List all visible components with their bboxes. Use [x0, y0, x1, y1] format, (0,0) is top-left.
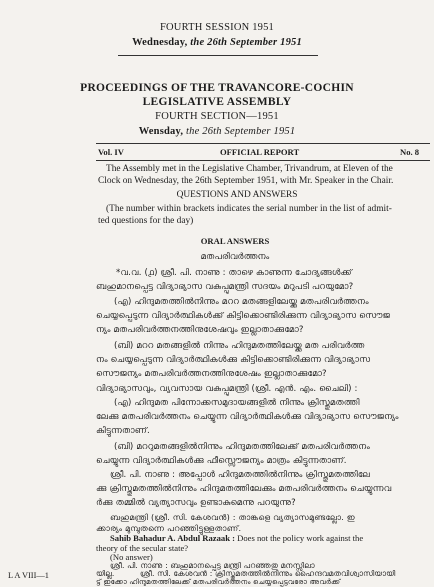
body-line: നം ചെയ്യപ്പെടുന്ന വിദ്യാർത്ഥികൾക്കു കിട്ടിക്കൊണ്ടിരിക്കുന്ന വിദ്യാഭ്യാസ: [96, 355, 371, 365]
body-line: ചെയ്യുന്ന വിദ്യാർത്ഥികൾക്കു ഫീസ്സൌജന്യം മാത്രം കിട്ടുന്നതാണ്.: [96, 456, 347, 466]
qa-heading: QUESTIONS AND ANSWERS: [176, 190, 298, 200]
proceedings-title-line1: PROCEEDINGS OF THE TRAVANCORE-COCHIN: [80, 82, 354, 94]
second-date-date: the 26th September 1951: [186, 126, 296, 137]
qa-note-line1: (The number within brackets indicates the serial number in the list of admit-: [106, 204, 392, 214]
body-line: ലേക്കു മതപരിവർത്തനം ചെയ്യുന്ന വിദ്യാർത്ഥികൾക്കു വിദ്യാഭ്യാസ സൌജന്യം: [96, 412, 399, 422]
tail-line: ശ്രീ. പി. നാണു : ബഹുമാനപ്പെട്ട മന്ത്രി പറഞ്ഞതു മനസ്സിലാ: [110, 561, 315, 570]
tail-line: ട്ട് ഇക്കോ ഹിന്ദുമതത്തിലേക്ക് മതപരിവർത്തനം ചെയ്യപ്പെട്ടവരോ അവർക്ക്: [96, 577, 341, 586]
sahib-answer: (No answer): [110, 552, 153, 562]
oral-answers-heading: ORAL ANSWERS: [200, 236, 270, 246]
tail-line: യില്ല.: [96, 569, 115, 578]
body-line: *വ.വ. (൧) ശ്രീ. പി. നാണു : താഴെ കാണുന്ന ചോദ്യങ്ങൾക്ക്: [116, 268, 352, 278]
body-line: ബഹുമാനപ്പെട്ട വിദ്യാഭ്യാസ വകുപ്പുമന്ത്രി സദയം മറുപടി പറയുമോ?: [96, 282, 354, 292]
official-report-label: OFFICIAL REPORT: [220, 147, 300, 157]
top-divider: [118, 55, 318, 56]
body-line: ചെയ്യപ്പെടുന്ന വിദ്യാർത്ഥികൾക്ക് കിട്ടിക്കൊണ്ടിരിക്കുന്ന വിദ്യാഭ്യാസ സൌജ: [96, 311, 391, 321]
second-date-day: Wensday,: [138, 126, 184, 137]
section-heading: FOURTH SECTION—1951: [155, 111, 279, 122]
intro-line2: Clock on Wednesday, the 26th September 1951, with Mr. Speaker in the Chair.: [98, 176, 394, 186]
body-line: വിദ്യാഭ്യാസവും, വ്യവസായ വകുപ്പുമന്ത്രി (ശ്രീ. എൻ. എം. ചൈലി) :: [96, 384, 358, 394]
body-line: (എ) ഹിന്ദുമത പിന്നോക്കസമുദായങ്ങളിൽ നിന്നും ക്രിസ്തുമതത്തി: [114, 398, 360, 408]
topic-heading: മതപരിവർത്തനം: [200, 252, 270, 262]
body-line: (ബി) മററുമതങ്ങളിൽനിന്നും ഹിന്ദുമതത്തിലേക്ക് മതപരിവർത്തനം: [114, 442, 370, 452]
body-line: ശ്രീ. പി. നാണു : അപ്പോൾ ഹിന്ദുമതത്തിൽനിന്നും ക്രിസ്തുമതത്തിലേ: [110, 470, 370, 480]
body-line: സൌജന്യം മതപരിവർത്തനത്തിനുശേഷം ഇല്ലാതാക്കുമോ?: [96, 369, 327, 379]
body-line: കിട്ടുന്നതാണ്.: [96, 426, 150, 436]
body-line: (ബി) മററ മതങ്ങളിൽ നിന്നും ഹിന്ദുമതത്തിലേയ്ക്കു മത പരിവർത്ത: [114, 341, 365, 351]
session-heading: FOURTH SESSION 1951: [159, 22, 275, 33]
body-line: ർക്കു തമ്മിൽ വ്യത്യാസവും ഉണ്ടാകുമെന്നു പറയുന്നു?: [96, 498, 296, 508]
intro-line1: The Assembly met in the Legislative Chamber, Trivandrum, at Eleven of the: [106, 164, 393, 174]
body-line: (എ) ഹിന്ദുമതത്തിൽനിന്നും മററ മതങ്ങളിലേയ്ക്കു മതപരിവർത്തനം: [114, 297, 369, 307]
date-line-date: the 26th September 1951: [190, 37, 302, 48]
body-line: ന്യം മതപരിവർത്തനത്തിനുശേഷവും ഇല്ലാതാക്കുമോ?: [96, 325, 304, 335]
date-line: [0, 37, 434, 48]
body-line: ക്കാര്യം മുമ്പുതന്നെ പറഞ്ഞിട്ടുള്ളതാണ്.: [96, 523, 242, 533]
page-footer-code: L A VIII—1: [8, 571, 49, 580]
volume-label: Vol. IV: [98, 147, 124, 157]
proceedings-title-line2: LEGISLATIVE ASSEMBLY: [142, 96, 292, 108]
second-date-line: [0, 126, 434, 137]
issue-number: No. 8: [400, 147, 420, 157]
qa-note-line2: ted questions for the day): [98, 216, 194, 226]
tail-line: ശ്രീ. സി. കേശവൻ : ക്രിസ്തുമതത്തിൽനിന്നും ഹൈന്ദവമതവിശ്വാസിയായി: [140, 569, 396, 578]
report-bar-top-rule: [96, 143, 430, 144]
sahib-question-text: Does not the policy work against the: [237, 533, 364, 543]
body-line: ക്കു ക്രിസ്തുമതത്തിൽനിന്നും ഹിന്ദുമതത്തിലേക്കും മതപരിവർത്തനം ചെയ്യുന്നവ: [96, 484, 392, 494]
sahib-speaker: Sahib Bahadur A. Abdul Razaak :: [110, 533, 235, 543]
report-bar-bottom-rule: [96, 160, 430, 161]
date-line-day: Wednesday,: [132, 37, 188, 48]
body-line: ബഹുമന്ത്രി (ശ്രീ. സി. കേശവൻ) : താങ്കളെ വ്യത്യാസമുണ്ടല്ലോ. ഇ: [110, 512, 355, 522]
sahib-question-line2: theory of the secular state?: [96, 543, 189, 553]
